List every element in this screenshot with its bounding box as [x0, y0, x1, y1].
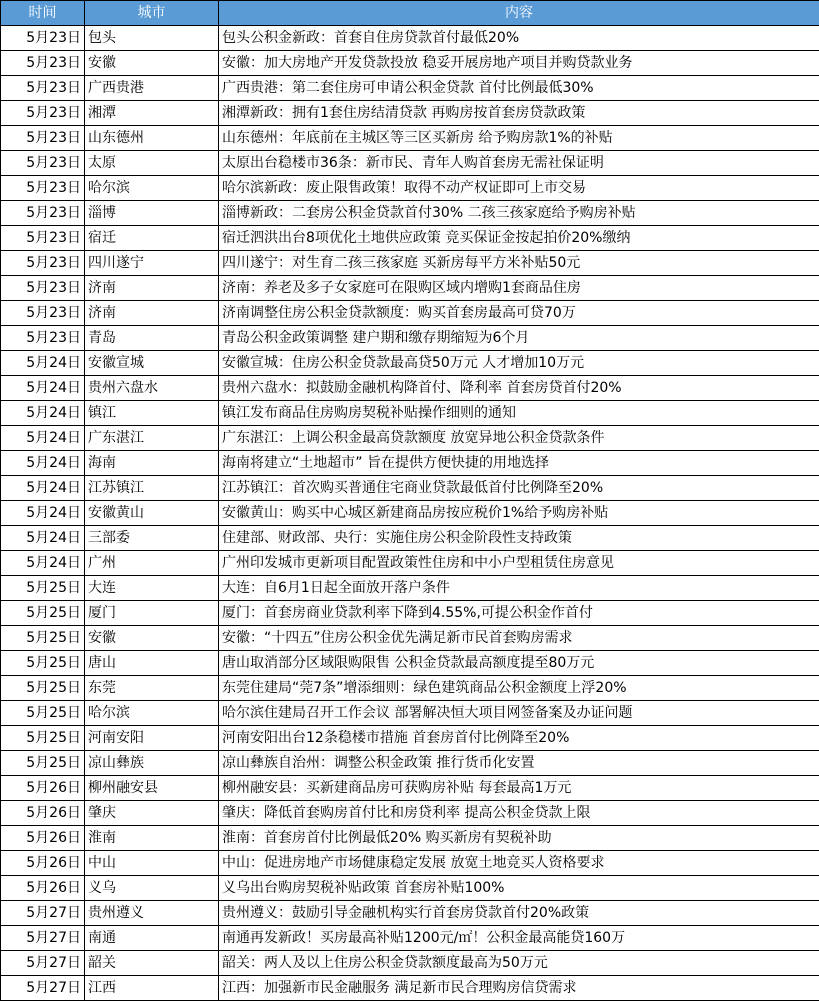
city-cell: 海南 [85, 451, 219, 476]
date-cell: 5月25日 [1, 751, 85, 776]
content-cell: 包头公积金新政：首套自住房贷款首付最低20% [219, 26, 819, 51]
city-cell: 哈尔滨 [85, 701, 219, 726]
header-content: 内容 [219, 1, 819, 26]
date-cell: 5月25日 [1, 726, 85, 751]
table-row [1, 301, 819, 326]
content-cell: 湘潭新政：拥有1套住房结清贷款 再购房按首套房贷款政策 [219, 101, 819, 126]
table-row [1, 976, 819, 1001]
content-cell: 河南安阳出台12条稳楼市措施 首套房首付比例降至20% [219, 726, 819, 751]
date-cell: 5月23日 [1, 151, 85, 176]
date-cell: 5月25日 [1, 626, 85, 651]
table-row [1, 601, 819, 626]
content-cell: 太原出台稳楼市36条：新市民、青年人购首套房无需社保证明 [219, 151, 819, 176]
city-cell: 三部委 [85, 526, 219, 551]
table-row [1, 676, 819, 701]
content-cell: 哈尔滨新政：废止限售政策！取得不动产权证即可上市交易 [219, 176, 819, 201]
content-cell: 济南调整住房公积金贷款额度：购买首套房最高可贷70万 [219, 301, 819, 326]
content-cell: 宿迁泗洪出台8项优化土地供应政策 竞买保证金按起拍价20%缴纳 [219, 226, 819, 251]
date-cell: 5月23日 [1, 326, 85, 351]
date-cell: 5月24日 [1, 376, 85, 401]
city-cell: 厦门 [85, 601, 219, 626]
date-cell: 5月27日 [1, 951, 85, 976]
table-row [1, 701, 819, 726]
content-cell: 中山：促进房地产市场健康稳定发展 放宽土地竞买人资格要求 [219, 851, 819, 876]
table-row [1, 726, 819, 751]
date-cell: 5月24日 [1, 476, 85, 501]
city-cell: 东莞 [85, 676, 219, 701]
table-row [1, 526, 819, 551]
city-cell: 济南 [85, 301, 219, 326]
date-cell: 5月24日 [1, 451, 85, 476]
table-row [1, 426, 819, 451]
table-row [1, 151, 819, 176]
city-cell: 淮南 [85, 826, 219, 851]
table-row [1, 201, 819, 226]
city-cell: 包头 [85, 26, 219, 51]
table-row [1, 951, 819, 976]
city-cell: 贵州遵义 [85, 901, 219, 926]
content-cell: 安徽黄山：购买中心城区新建商品房按应税价1%给予购房补贴 [219, 501, 819, 526]
city-cell: 唐山 [85, 651, 219, 676]
content-cell: 安徽：加大房地产开发贷款投放 稳妥开展房地产项目并购贷款业务 [219, 51, 819, 76]
content-cell: 四川遂宁：对生育二孩三孩家庭 买新房每平方米补贴50元 [219, 251, 819, 276]
date-cell: 5月24日 [1, 401, 85, 426]
city-cell: 哈尔滨 [85, 176, 219, 201]
date-cell: 5月26日 [1, 851, 85, 876]
city-cell: 大连 [85, 576, 219, 601]
city-cell: 湘潭 [85, 101, 219, 126]
date-cell: 5月25日 [1, 651, 85, 676]
content-cell: 海南将建立“土地超市” 旨在提供方便快捷的用地选择 [219, 451, 819, 476]
header-city: 城市 [85, 1, 219, 26]
content-cell: 广州印发城市更新项目配置政策性住房和中小户型租赁住房意见 [219, 551, 819, 576]
date-cell: 5月23日 [1, 201, 85, 226]
city-cell: 河南安阳 [85, 726, 219, 751]
content-cell: 唐山取消部分区域限购限售 公积金贷款最高额度提至80万元 [219, 651, 819, 676]
content-cell: 南通再发新政！买房最高补贴1200元/㎡！公积金最高能贷160万 [219, 926, 819, 951]
table-row [1, 326, 819, 351]
table-row [1, 626, 819, 651]
table-row [1, 51, 819, 76]
city-cell: 肇庆 [85, 801, 219, 826]
table-row [1, 76, 819, 101]
content-cell: 东莞住建局“莞7条”增添细则：绿色建筑商品公积金额度上浮20% [219, 676, 819, 701]
content-cell: 广东湛江：上调公积金最高贷款额度 放宽异地公积金贷款条件 [219, 426, 819, 451]
header-date: 时间 [1, 1, 85, 26]
content-cell: 哈尔滨住建局召开工作会议 部署解决恒大项目网签备案及办证问题 [219, 701, 819, 726]
content-cell: 贵州六盘水：拟鼓励金融机构降首付、降利率 首套房贷首付20% [219, 376, 819, 401]
date-cell: 5月24日 [1, 501, 85, 526]
table-row [1, 401, 819, 426]
content-cell: 江苏镇江：首次购买普通住宅商业贷款最低首付比例降至20% [219, 476, 819, 501]
city-cell: 广州 [85, 551, 219, 576]
city-cell: 济南 [85, 276, 219, 301]
city-cell: 太原 [85, 151, 219, 176]
content-cell: 贵州遵义：鼓励引导金融机构实行首套房贷款首付20%政策 [219, 901, 819, 926]
content-cell: 柳州融安县：买新建商品房可获购房补贴 每套最高1万元 [219, 776, 819, 801]
city-cell: 江西 [85, 976, 219, 1001]
content-cell: 淄博新政：二套房公积金贷款首付30% 二孩三孩家庭给予购房补贴 [219, 201, 819, 226]
table-row [1, 926, 819, 951]
date-cell: 5月27日 [1, 901, 85, 926]
content-cell: 住建部、财政部、央行：实施住房公积金阶段性支持政策 [219, 526, 819, 551]
table-row [1, 251, 819, 276]
date-cell: 5月23日 [1, 76, 85, 101]
city-cell: 广西贵港 [85, 76, 219, 101]
table-row [1, 176, 819, 201]
content-cell: 安徽宣城：住房公积金贷款最高贷50万元 人才增加10万元 [219, 351, 819, 376]
city-cell: 安徽 [85, 626, 219, 651]
date-cell: 5月23日 [1, 176, 85, 201]
city-cell: 宿迁 [85, 226, 219, 251]
date-cell: 5月24日 [1, 526, 85, 551]
content-cell: 大连：自6月1日起全面放开落户条件 [219, 576, 819, 601]
table-row [1, 751, 819, 776]
table-row [1, 451, 819, 476]
content-cell: 厦门：首套房商业贷款利率下降到4.55%,可提公积金作首付 [219, 601, 819, 626]
content-cell: 广西贵港：第二套住房可申请公积金贷款 首付比例最低30% [219, 76, 819, 101]
city-cell: 贵州六盘水 [85, 376, 219, 401]
city-cell: 安徽黄山 [85, 501, 219, 526]
date-cell: 5月27日 [1, 926, 85, 951]
table-row [1, 101, 819, 126]
city-cell: 四川遂宁 [85, 251, 219, 276]
table-row [1, 801, 819, 826]
table-body [1, 26, 819, 1001]
table-row [1, 276, 819, 301]
content-cell: 义乌出台购房契税补贴政策 首套房补贴100% [219, 876, 819, 901]
city-cell: 山东德州 [85, 126, 219, 151]
content-cell: 镇江发布商品住房购房契税补贴操作细则的通知 [219, 401, 819, 426]
date-cell: 5月25日 [1, 576, 85, 601]
city-cell: 安徽 [85, 51, 219, 76]
table-row [1, 826, 819, 851]
table-row [1, 126, 819, 151]
city-cell: 柳州融安县 [85, 776, 219, 801]
content-cell: 韶关：两人及以上住房公积金贷款额度最高为50万元 [219, 951, 819, 976]
city-cell: 南通 [85, 926, 219, 951]
city-cell: 广东湛江 [85, 426, 219, 451]
table-row [1, 226, 819, 251]
table-row [1, 576, 819, 601]
date-cell: 5月24日 [1, 426, 85, 451]
table-row [1, 351, 819, 376]
content-cell: 安徽：“十四五”住房公积金优先满足新市民首套购房需求 [219, 626, 819, 651]
content-cell: 青岛公积金政策调整 建户期和缴存期缩短为6个月 [219, 326, 819, 351]
date-cell: 5月23日 [1, 51, 85, 76]
content-cell: 济南：养老及多子女家庭可在限购区域内增购1套商品住房 [219, 276, 819, 301]
content-cell: 凉山彝族自治州：调整公积金政策 推行货币化安置 [219, 751, 819, 776]
date-cell: 5月26日 [1, 776, 85, 801]
date-cell: 5月23日 [1, 101, 85, 126]
date-cell: 5月23日 [1, 26, 85, 51]
date-cell: 5月25日 [1, 701, 85, 726]
date-cell: 5月23日 [1, 126, 85, 151]
table-row [1, 851, 819, 876]
date-cell: 5月23日 [1, 276, 85, 301]
city-cell: 义乌 [85, 876, 219, 901]
date-cell: 5月26日 [1, 801, 85, 826]
content-cell: 山东德州：年底前在主城区等三区买新房 给予购房款1%的补贴 [219, 126, 819, 151]
city-cell: 淄博 [85, 201, 219, 226]
date-cell: 5月23日 [1, 251, 85, 276]
date-cell: 5月23日 [1, 226, 85, 251]
table-row [1, 551, 819, 576]
date-cell: 5月26日 [1, 826, 85, 851]
date-cell: 5月27日 [1, 976, 85, 1001]
table-row [1, 476, 819, 501]
date-cell: 5月24日 [1, 351, 85, 376]
table-row [1, 776, 819, 801]
city-cell: 韶关 [85, 951, 219, 976]
date-cell: 5月26日 [1, 876, 85, 901]
content-cell: 江西：加强新市民金融服务 满足新市民合理购房信贷需求 [219, 976, 819, 1001]
city-cell: 镇江 [85, 401, 219, 426]
table-row [1, 876, 819, 901]
table-row [1, 901, 819, 926]
date-cell: 5月25日 [1, 676, 85, 701]
content-cell: 淮南：首套房首付比例最低20% 购买新房有契税补助 [219, 826, 819, 851]
city-cell: 江苏镇江 [85, 476, 219, 501]
city-cell: 安徽宣城 [85, 351, 219, 376]
city-cell: 青岛 [85, 326, 219, 351]
table-row [1, 26, 819, 51]
city-cell: 中山 [85, 851, 219, 876]
table-row [1, 376, 819, 401]
date-cell: 5月24日 [1, 551, 85, 576]
content-cell: 肇庆：降低首套购房首付比和房贷利率 提高公积金贷款上限 [219, 801, 819, 826]
city-cell: 凉山彝族 [85, 751, 219, 776]
header-row [1, 1, 819, 26]
table-row [1, 501, 819, 526]
table-row [1, 651, 819, 676]
date-cell: 5月25日 [1, 601, 85, 626]
date-cell: 5月23日 [1, 301, 85, 326]
